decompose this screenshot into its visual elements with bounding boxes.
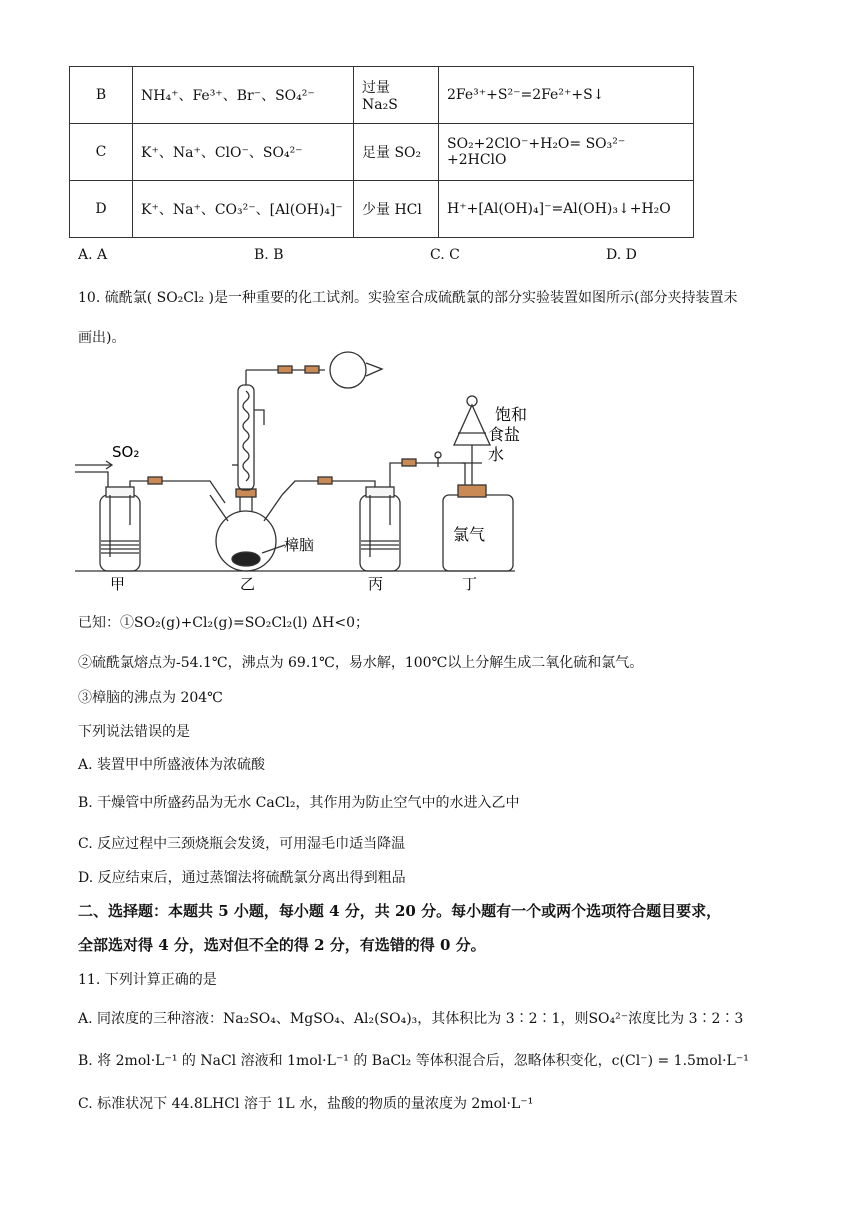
ions-cell: NH₄⁺、Fe³⁺、Br⁻、SO₄²⁻ bbox=[133, 67, 354, 124]
section2-heading-2: 全部选对得 4 分，选对但不全的得 2 分，有选错的得 0 分。 bbox=[78, 936, 486, 954]
reagent-cell: 过量 Na₂S bbox=[354, 67, 439, 124]
option-cell: B bbox=[70, 67, 133, 124]
apparatus-diagram bbox=[70, 345, 528, 600]
q10-option-d: D. 反应结束后，通过蒸馏法将硫酰氯分离出得到粗品 bbox=[78, 870, 406, 886]
ions-cell: K⁺、Na⁺、ClO⁻、SO₄²⁻ bbox=[133, 124, 354, 181]
q9-option-a: A. A bbox=[78, 247, 108, 263]
camphor bbox=[232, 552, 260, 566]
bottle-bing bbox=[360, 495, 400, 571]
reagent-cell: 足量 SO₂ bbox=[354, 124, 439, 181]
q10-option-a: A. 装置甲中所盛液体为浓硫酸 bbox=[78, 757, 266, 773]
section2-heading-1: 二、选择题：本题共 5 小题，每小题 4 分，共 20 分。每小题有一个或两个选项符合题目要求， bbox=[78, 902, 722, 920]
equation-cell: 2Fe³⁺+S²⁻=2Fe²⁺+S↓ bbox=[439, 67, 694, 124]
table-row bbox=[70, 124, 694, 181]
q11-option-b: B. 将 2mol·L⁻¹ 的 NaCl 溶液和 1mol·L⁻¹ 的 BaCl₂ 等体积混合后，忽略体积变化，c(Cl⁻) = 1.5mol·L⁻¹ bbox=[78, 1053, 749, 1069]
label-yi: 乙 bbox=[240, 575, 256, 593]
q10-option-b: B. 干燥管中所盛药品为无水 CaCl₂，其作用为防止空气中的水进入乙中 bbox=[78, 795, 520, 811]
reagent-cell: 少量 HCl bbox=[354, 181, 439, 238]
q10-known-1: 已知：①SO₂(g)+Cl₂(g)=SO₂Cl₂(l) ΔH<0； bbox=[78, 615, 370, 631]
ion-table bbox=[69, 66, 694, 238]
bottle-jia bbox=[100, 495, 140, 571]
q9-option-c: C. C bbox=[430, 247, 460, 263]
q11-option-c: C. 标准状况下 44.8LHCl 溶于 1L 水，盐酸的物质的量浓度为 2mol·L⁻¹ bbox=[78, 1096, 534, 1112]
q10-question: 下列说法错误的是 bbox=[78, 724, 190, 740]
label-chlorine: 氯气 bbox=[453, 525, 486, 544]
label-brine-1: 饱和 bbox=[495, 405, 528, 424]
q10-known-3: ③樟脑的沸点为 204℃ bbox=[78, 690, 223, 706]
table-row bbox=[70, 67, 694, 124]
label-jia: 甲 bbox=[110, 575, 126, 593]
option-cell: D bbox=[70, 181, 133, 238]
q10-stem-line1: 10. 硫酰氯( SO₂Cl₂ )是一种重要的化工试剂。实验室合成硫酰氯的部分实验装置如图所示(部分夹持装置未 bbox=[78, 290, 738, 306]
ions-cell: K⁺、Na⁺、CO₃²⁻、[Al(OH)₄]⁻ bbox=[133, 181, 354, 238]
label-ding: 丁 bbox=[462, 575, 478, 593]
separatory-funnel bbox=[454, 405, 490, 445]
q11-stem: 11. 下列计算正确的是 bbox=[78, 972, 217, 988]
equation-cell: H⁺+[Al(OH)₄]⁻=Al(OH)₃↓+H₂O bbox=[439, 181, 694, 238]
label-brine-3: 水 bbox=[488, 445, 505, 464]
label-brine-2: 食盐 bbox=[488, 425, 521, 444]
option-cell: C bbox=[70, 124, 133, 181]
table-row bbox=[70, 181, 694, 238]
label-camphor: 樟脑 bbox=[284, 536, 315, 554]
q11-option-a: A. 同浓度的三种溶液：Na₂SO₄、MgSO₄、Al₂(SO₄)₃，其体积比为 3∶2∶1，则SO₄²⁻浓度比为 3∶2∶3 bbox=[78, 1011, 744, 1027]
q10-known-2: ②硫酰氯熔点为-54.1℃，沸点为 69.1℃，易水解，100℃以上分解生成二氧化硫和氯气。 bbox=[78, 655, 644, 671]
q9-option-d: D. D bbox=[606, 247, 637, 263]
equation-cell: SO₂+2ClO⁻+H₂O= SO₃²⁻ +2HClO bbox=[439, 124, 694, 181]
q9-option-b: B. B bbox=[254, 247, 284, 263]
q10-option-c: C. 反应过程中三颈烧瓶会发烫，可用湿毛巾适当降温 bbox=[78, 836, 406, 852]
q10-stem-line2: 画出)。 bbox=[78, 330, 126, 346]
label-bing: 丙 bbox=[368, 575, 384, 593]
drying-tube bbox=[330, 352, 366, 388]
label-so2: SO₂ bbox=[112, 443, 140, 461]
